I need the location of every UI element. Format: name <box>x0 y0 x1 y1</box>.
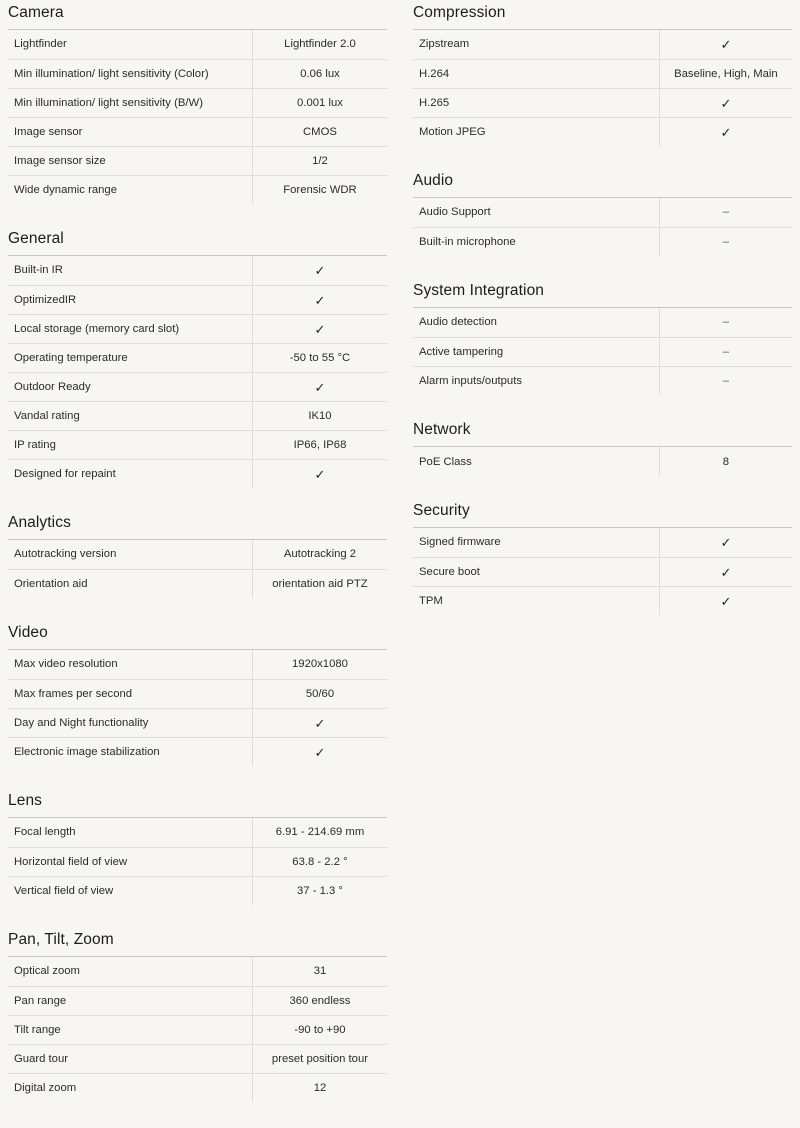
spec-label: H.265 <box>413 88 659 117</box>
table-row <box>413 117 792 146</box>
spec-value: -90 to +90 <box>252 1015 387 1044</box>
spec-label: Electronic image stabilization <box>14 745 160 758</box>
section-title: General <box>8 230 387 256</box>
spec-table <box>8 540 387 598</box>
section-title: Video <box>8 624 387 650</box>
spec-label: Min illumination/ light sensitivity (Color) <box>8 59 252 88</box>
dash-icon: – <box>722 316 730 329</box>
table-row <box>413 586 792 615</box>
spec-value: Lightfinder 2.0 <box>252 30 387 59</box>
check-icon: ✓ <box>314 263 326 279</box>
spec-label: OptimizedIR <box>8 285 252 314</box>
dash-icon: – <box>722 206 730 219</box>
spec-value <box>659 198 792 227</box>
section-title: Lens <box>8 792 387 818</box>
check-icon: ✓ <box>314 379 326 395</box>
dash-icon: – <box>722 374 730 387</box>
spec-label: Wide dynamic range <box>14 183 117 196</box>
spec-section <box>413 502 792 615</box>
spec-value: preset position tour <box>252 1044 387 1073</box>
spec-value: 8 <box>659 447 792 476</box>
spec-value <box>659 117 792 146</box>
spec-value <box>252 256 387 285</box>
right-column <box>413 0 792 1128</box>
table-row <box>8 30 387 59</box>
spec-label: Built-in IR <box>8 256 252 285</box>
section-spacer <box>413 488 792 502</box>
section-title: Compression <box>413 0 792 30</box>
section-title: Network <box>413 421 792 447</box>
table-row <box>8 59 387 88</box>
spec-label: Operating temperature <box>8 343 252 372</box>
spec-label: Lightfinder <box>8 30 252 59</box>
spec-label: Zipstream <box>413 30 659 59</box>
table-row <box>8 175 387 204</box>
spec-section <box>8 624 387 766</box>
spec-section <box>8 931 387 1102</box>
spec-label: Digital zoom <box>14 1081 77 1094</box>
spec-section <box>413 421 792 476</box>
spec-value <box>659 308 792 337</box>
table-row <box>8 256 387 285</box>
left-column <box>8 0 387 1128</box>
check-icon: ✓ <box>720 564 732 580</box>
table-row <box>8 847 387 876</box>
table-row <box>413 366 792 395</box>
spec-label: Max frames per second <box>8 679 252 708</box>
spec-label: Designed for repaint <box>14 467 116 480</box>
spec-value: IP66, IP68 <box>252 430 387 459</box>
section-spacer <box>8 610 387 624</box>
spec-label: Min illumination/ light sensitivity (B/W) <box>8 88 252 117</box>
section-spacer <box>413 158 792 172</box>
spec-label: Audio Support <box>413 198 659 227</box>
table-row <box>8 876 387 905</box>
spec-label: H.264 <box>413 59 659 88</box>
spec-value: Forensic WDR <box>252 175 387 204</box>
spec-label: IP rating <box>8 430 252 459</box>
table-row <box>413 447 792 476</box>
section-spacer <box>413 407 792 421</box>
spec-value: Baseline, High, Main <box>659 59 792 88</box>
check-icon: ✓ <box>314 744 326 760</box>
section-spacer <box>413 627 792 641</box>
spec-value: 0.06 lux <box>252 59 387 88</box>
section-spacer <box>8 216 387 230</box>
table-row <box>8 459 387 488</box>
table-row <box>8 401 387 430</box>
spec-label: Vandal rating <box>8 401 252 430</box>
spec-label: Secure boot <box>413 557 659 586</box>
spec-label: Tilt range <box>8 1015 252 1044</box>
table-row <box>8 679 387 708</box>
spec-value <box>252 285 387 314</box>
spec-label: Local storage (memory card slot) <box>8 314 252 343</box>
spec-table <box>8 30 387 204</box>
table-row <box>8 146 387 175</box>
table-row <box>8 285 387 314</box>
spec-section <box>8 230 387 488</box>
spec-value: IK10 <box>252 401 387 430</box>
spec-label: PoE Class <box>419 455 472 468</box>
spec-label: Alarm inputs/outputs <box>419 374 522 387</box>
spec-table <box>8 957 387 1102</box>
check-icon: ✓ <box>314 321 326 337</box>
spec-value: Autotracking 2 <box>252 540 387 569</box>
dash-icon: – <box>722 235 730 248</box>
check-icon: ✓ <box>314 466 326 482</box>
spec-label: Audio detection <box>413 308 659 337</box>
spec-section <box>413 172 792 256</box>
spec-value <box>252 314 387 343</box>
spec-value: 1/2 <box>252 146 387 175</box>
spec-label: Focal length <box>8 818 252 847</box>
table-row <box>413 337 792 366</box>
spec-value <box>252 737 387 766</box>
spec-value: 31 <box>252 957 387 986</box>
section-spacer <box>8 500 387 514</box>
spec-label: Day and Night functionality <box>8 708 252 737</box>
table-row <box>413 528 792 557</box>
spec-value: -50 to 55 °C <box>252 343 387 372</box>
spec-value <box>659 557 792 586</box>
spec-label: TPM <box>419 594 443 607</box>
table-row <box>413 557 792 586</box>
section-title: Pan, Tilt, Zoom <box>8 931 387 957</box>
check-icon: ✓ <box>720 37 732 53</box>
spec-label: Horizontal field of view <box>8 847 252 876</box>
spec-label: Guard tour <box>8 1044 252 1073</box>
spec-label: Max video resolution <box>8 650 252 679</box>
check-icon: ✓ <box>314 715 326 731</box>
spec-section <box>413 0 792 146</box>
spec-value: CMOS <box>252 117 387 146</box>
spec-value <box>659 366 792 395</box>
spec-value <box>659 88 792 117</box>
table-row <box>8 986 387 1015</box>
section-title: Security <box>413 502 792 528</box>
section-spacer <box>8 1114 387 1128</box>
table-row <box>8 372 387 401</box>
check-icon: ✓ <box>720 535 732 551</box>
spec-value <box>659 30 792 59</box>
spec-value: 50/60 <box>252 679 387 708</box>
spec-value: 360 endless <box>252 986 387 1015</box>
table-row <box>8 314 387 343</box>
table-row <box>413 198 792 227</box>
spec-value <box>252 708 387 737</box>
spec-value: 6.91 - 214.69 mm <box>252 818 387 847</box>
dash-icon: – <box>722 345 730 358</box>
section-spacer <box>8 917 387 931</box>
table-row <box>413 227 792 256</box>
section-spacer <box>8 778 387 792</box>
table-row <box>8 737 387 766</box>
table-row <box>8 1015 387 1044</box>
spec-value: orientation aid PTZ <box>252 569 387 598</box>
spec-table <box>413 30 792 146</box>
spec-table <box>8 818 387 905</box>
spec-label: Motion JPEG <box>419 125 486 138</box>
table-row <box>8 650 387 679</box>
spec-label: Autotracking version <box>8 540 252 569</box>
table-row <box>8 957 387 986</box>
spec-table <box>413 528 792 615</box>
check-icon: ✓ <box>314 292 326 308</box>
table-row <box>8 88 387 117</box>
spec-table <box>413 447 792 476</box>
spec-value: 0.001 lux <box>252 88 387 117</box>
spec-section <box>413 282 792 395</box>
check-icon: ✓ <box>720 593 732 609</box>
table-row <box>8 1044 387 1073</box>
spec-value <box>659 528 792 557</box>
section-title: System Integration <box>413 282 792 308</box>
spec-label: Pan range <box>8 986 252 1015</box>
section-title: Audio <box>413 172 792 198</box>
table-row <box>8 708 387 737</box>
spec-label: Vertical field of view <box>14 884 114 897</box>
spec-label: Optical zoom <box>8 957 252 986</box>
spec-value <box>252 459 387 488</box>
table-row <box>8 1073 387 1102</box>
table-row <box>8 569 387 598</box>
spec-value <box>659 337 792 366</box>
table-row <box>413 88 792 117</box>
section-spacer <box>413 268 792 282</box>
spec-label: Outdoor Ready <box>8 372 252 401</box>
spec-value <box>659 586 792 615</box>
table-row <box>8 117 387 146</box>
spec-section <box>8 0 387 204</box>
spec-value: 1920x1080 <box>252 650 387 679</box>
check-icon: ✓ <box>720 124 732 140</box>
spec-value <box>659 227 792 256</box>
spec-table <box>8 650 387 766</box>
table-row <box>8 343 387 372</box>
check-icon: ✓ <box>720 95 732 111</box>
spec-value <box>252 372 387 401</box>
spec-label: Signed firmware <box>413 528 659 557</box>
spec-label: Orientation aid <box>14 577 88 590</box>
spec-value: 63.8 - 2.2 ° <box>252 847 387 876</box>
spec-table <box>413 198 792 256</box>
spec-table <box>8 256 387 488</box>
table-row <box>8 818 387 847</box>
table-row <box>8 430 387 459</box>
table-row <box>413 308 792 337</box>
table-row <box>8 540 387 569</box>
spec-label: Built-in microphone <box>419 235 516 248</box>
spec-section <box>8 514 387 598</box>
section-title: Camera <box>8 0 387 30</box>
spec-value: 37 - 1.3 ° <box>252 876 387 905</box>
spec-label: Active tampering <box>413 337 659 366</box>
spec-section <box>8 792 387 905</box>
section-title: Analytics <box>8 514 387 540</box>
spec-value: 12 <box>252 1073 387 1102</box>
table-row <box>413 59 792 88</box>
spec-label: Image sensor <box>8 117 252 146</box>
table-row <box>413 30 792 59</box>
spec-table <box>413 308 792 395</box>
spec-label: Image sensor size <box>8 146 252 175</box>
